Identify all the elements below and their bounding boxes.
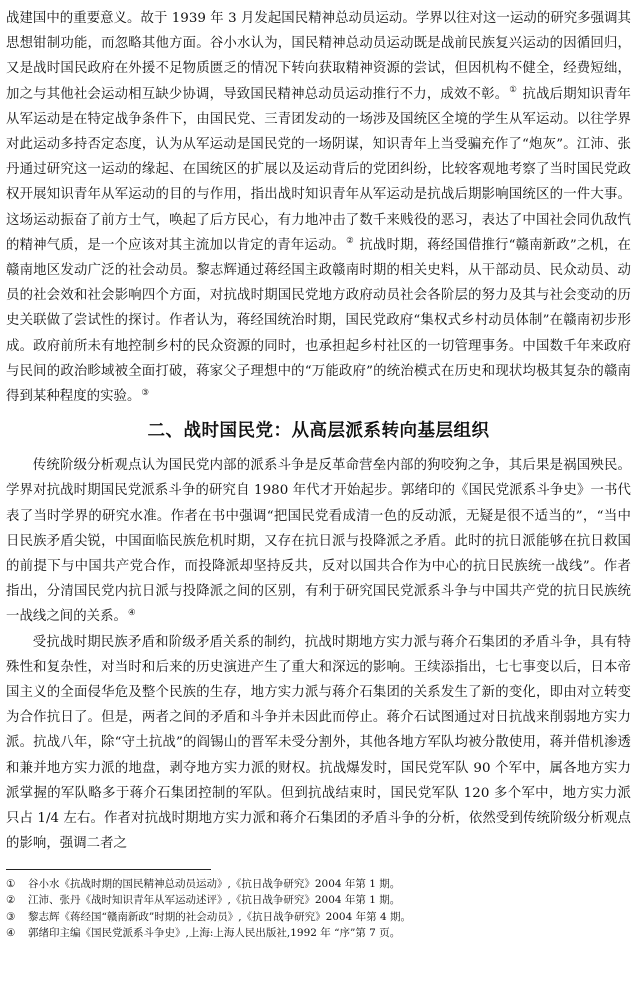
footnote-ref-2[interactable]: ② — [346, 236, 354, 247]
footnote-text: 黎志辉《蒋经国“赣南新政”时期的社会动员》,《抗日战争研究》2004 年第 4 期。 — [28, 910, 411, 923]
footnote-mark: ② — [6, 894, 16, 906]
footnote-2 — [6, 892, 631, 909]
paragraph — [6, 630, 631, 857]
footnote-text: 江沛、张丹《战时知识青年从军运动述评》,《抗日战争研究》2004 年第 1 期。 — [28, 894, 401, 906]
footnote-3 — [6, 909, 631, 926]
footnote-mark: ① — [6, 877, 16, 890]
footnote-ref-3[interactable]: ③ — [141, 387, 150, 398]
footnote-text: 谷小水《抗战时期的国民精神总动员运动》,《抗日战争研究》2004 年第 1 期。 — [28, 877, 401, 890]
footnotes — [6, 876, 631, 942]
paragraph — [6, 453, 631, 629]
footnote-1 — [6, 876, 631, 893]
footnote-4 — [6, 925, 631, 942]
footnote-mark: ④ — [6, 927, 16, 939]
paragraph-text: 受抗战时期民族矛盾和阶级矛盾关系的制约，抗战时期地方实力派与蒋介石集团的矛盾斗争，具有特殊性和复杂性，对当时和后来的历史演进产生了重大和深远的影响。王续添指出，七七事变以后，日本帝国主义的全面侵华危及整个民族的生存，地方实力派与蒋介石集团的关系发生了新的变化，即由对立转变为合作抗日了。但是，两者之间的矛盾和斗争并未因此而停止。蒋介石试图通过对日抗战来削弱地方实力派。抗战八年，除“守土抗战”的阎锡山的晋军未受分割外，其他各地方军队均被分散使用，蒋并借机渗透和兼并地方实力派的地盘，剥夺地方实力派的财权。抗战爆发时，国民党军队 90 个军中，属各地方实力派掌握的军队略多于蒋介石集团控制的军队。但到抗战结束时，国民党军队 120 多个军中，地方实力派只占 1/4 左右。作者对抗战时期地方实力派和蒋介石集团的矛盾斗争的分析，依然受到传统阶级分析观点的影响，强调二者之 — [6, 634, 631, 852]
paragraph-text: 传统阶级分析观点认为国民党内部的派系斗争是反革命营垒内部的狗咬狗之争，其后果是祸国殃民。学界对抗战时期国民党派系斗争的研究自 1980 年代才开始起步。郭绪印的《国民党派系斗争史》一书代表了当时学界的研究水准。作者在书中强调“把国民党看成清一色的反动派，无疑是很不适当的”，“当中日民族矛盾尖锐，中国面临民族危机时期，又存在抗日派与投降派之矛盾。此时的抗日派能够在抗日救国的前提下与中国共产党合作，而投降派却坚持反共，反对以国共合作为中心的抗日民族统一战线”。作者指出，分清国民党内抗日派与投降派之间的区别，有利于研究国民党派系斗争与中国共产党的抗日民族统一战线之间的关系。 — [6, 458, 631, 625]
paragraph-text: 抗战时期，蒋经国借推行“赣南新政”之机，在赣南地区发动广泛的社会动员。黎志辉通过蒋经国主政赣南时期的相关史料，从干部动员、民众动员、动员的社会效和社会影响四个方面，对抗战时期国民党地方政府动员社会各阶层的努力及其与社会变动的历史关联做了尝试性的探讨。作者认为，蒋经国统治时期，国民党政府“集权式乡村动员体制”在赣南初步形成。政府前所未有地控制乡村的民众资源的同时，也承担起乡村社区的一切管理事务。中国数千年来政府与民间的政治畛域被全面打破，蒋家父子理想中的“万能政府”的统治模式在历史和现状均极其复杂的赣南得到某种程度的实验。 — [6, 237, 632, 405]
paragraph-text: 抗战后期知识青年从军运动是在特定战争条件下，由国民党、三青团发动的一场涉及国统区全境的学生从军运动。以往学界对此运动多持否定态度，认为从军运动是国民党的一场阴谋，知识青年上当受骗充作了“炮灰”。江沛、张丹通过研究这一运动的缘起、在国统区的扩展以及运动背后的党团纠纷，比较客观地考察了当时国民党政权开展知识青年从军运动的目的与作用，指出战时知识青年从军运动是抗战后期影响国统区的一件大事。这场运动振奋了前方士气，唤起了后方民心，有力地冲击了数千来贱役的恶习，表达了中国社会同仇敌忾的精神气质，是一个应该对其主流加以肯定的青年运动。 — [6, 86, 631, 253]
footnote-ref-4[interactable]: ④ — [127, 608, 136, 618]
footnote-divider — [6, 869, 211, 870]
paragraph-continued — [6, 6, 631, 409]
footnote-ref-1[interactable]: ① — [509, 85, 518, 96]
footnote-mark: ③ — [6, 910, 16, 923]
paragraph-text: 战建国中的重要意义。故于 1939 年 3 月发起国民精神总动员运动。学界以往对这一运动的研究多强调其思想钳制功能，而忽略其他方面。谷小水认为，国民精神总动员运动既是战前民族复兴运动的因循回归，又是战时国民政府在外援不足物质匮乏的情况下转向获取精神资源的尝试，但因机构不健全，经费短绌，加之与其他社会运动相互缺少协调，导致国民精神总动员运动推行不力，成效不彰。 — [6, 11, 631, 102]
section-heading: 二、战时国民党：从高层派系转向基层组织 — [147, 421, 490, 442]
footnote-text: 郭绪印主编《国民党派系斗争史》,上海:上海人民出版社,1992 年 “序”第 7 页。 — [28, 927, 401, 939]
